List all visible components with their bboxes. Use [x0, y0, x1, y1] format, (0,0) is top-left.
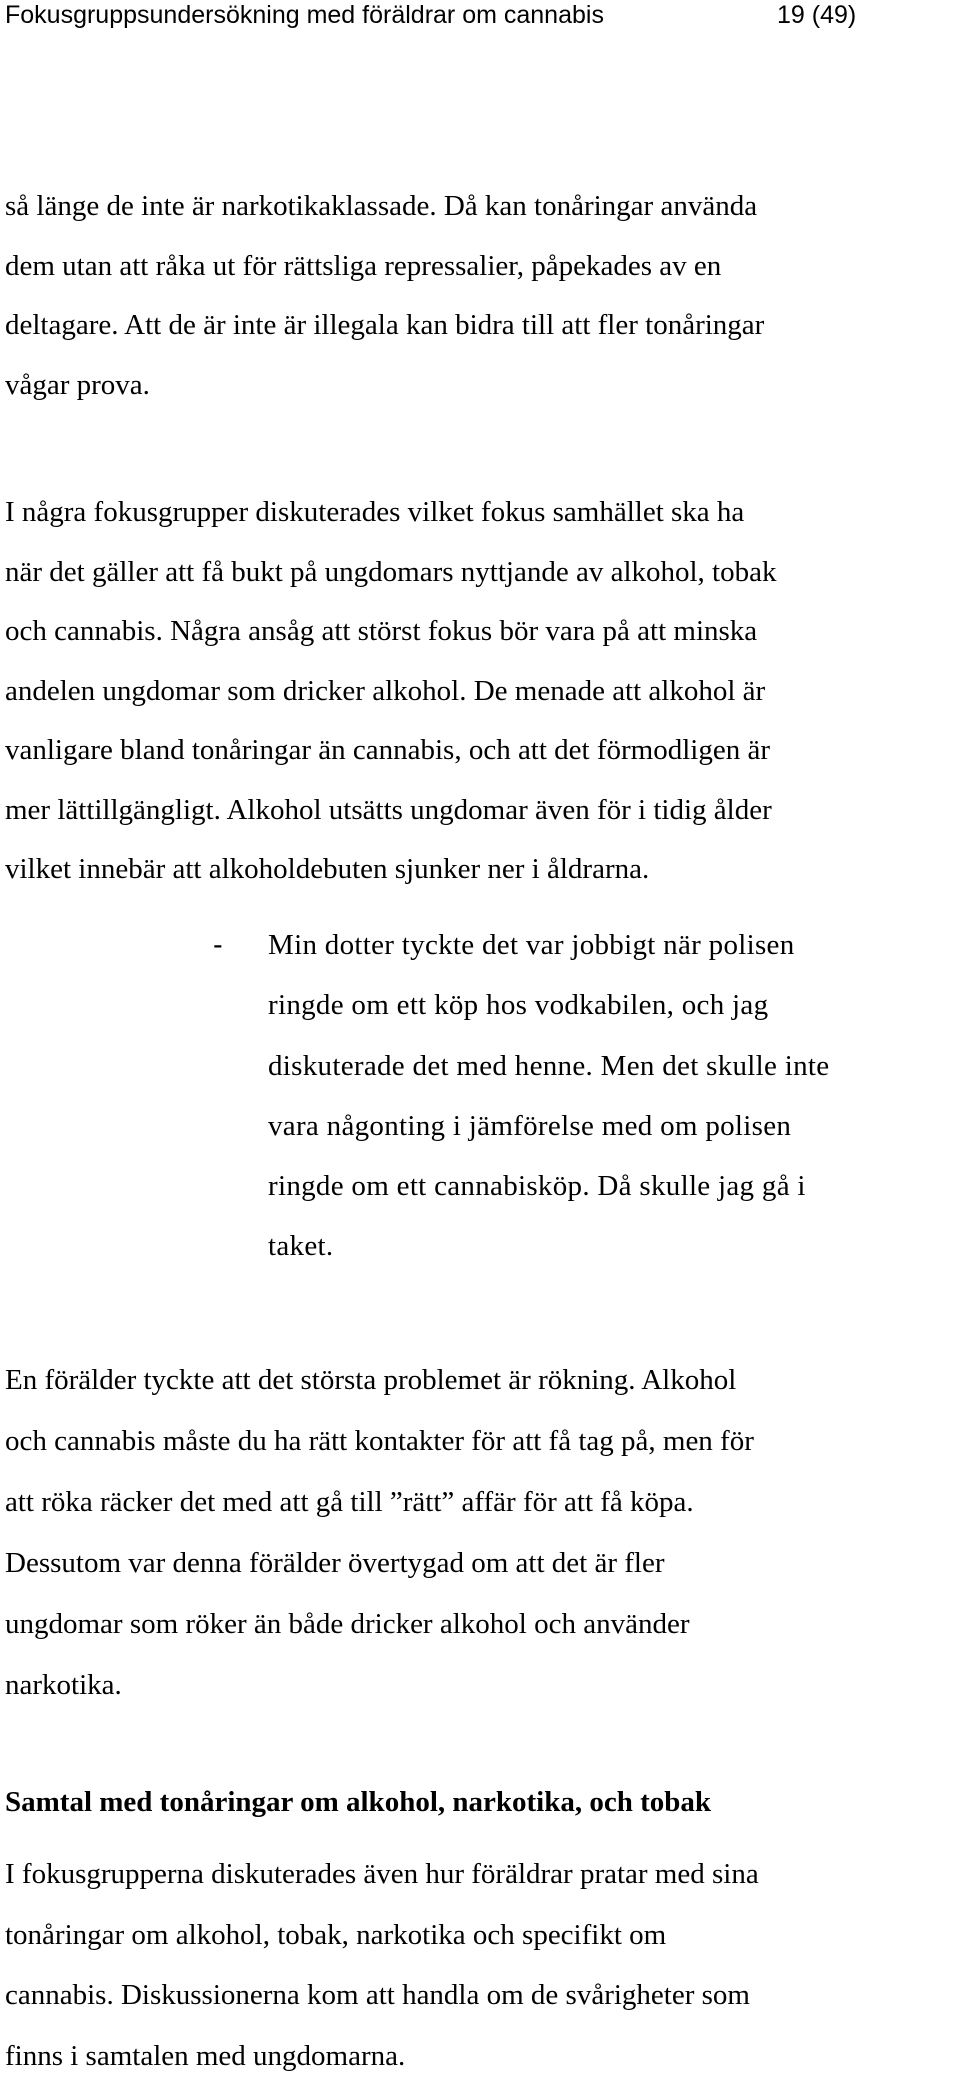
paragraph-line: vanligare bland tonåringar än cannabis, och att det förmodligen är: [5, 721, 955, 781]
document-title: Fokusgruppsundersökning med föräldrar om cannabis: [5, 0, 604, 30]
quote-line: vara någonting i jämförelse med om polisen: [268, 1096, 829, 1156]
paragraph-line: så länge de inte är narkotikaklassade. Då kan tonåringar använda: [5, 177, 955, 237]
paragraph-line: andelen ungdomar som dricker alkohol. De menade att alkohol är: [5, 662, 955, 722]
section-heading: Samtal med tonåringar om alkohol, narkotika, och tobak: [5, 1786, 711, 1819]
paragraph-line: Dessutom var denna förälder övertygad om att det är fler: [5, 1533, 955, 1594]
paragraph-1: [5, 177, 955, 416]
quote-dash: -: [213, 915, 223, 975]
paragraph-line: vilket innebär att alkoholdebuten sjunker ner i åldrarna.: [5, 840, 955, 900]
quote-line: ringde om ett cannabisköp. Då skulle jag gå i: [268, 1156, 829, 1216]
quote-text: [268, 915, 829, 1277]
paragraph-line: deltagare. Att de är inte är illegala kan bidra till att fler tonåringar: [5, 296, 955, 356]
paragraph-line: I några fokusgrupper diskuterades vilket fokus samhället ska ha: [5, 483, 955, 543]
paragraph-line: och cannabis. Några ansåg att störst fokus bör vara på att minska: [5, 602, 955, 662]
quote-line: Min dotter tyckte det var jobbigt när polisen: [268, 915, 829, 975]
paragraph-3: [5, 1350, 955, 1716]
paragraph-line: En förälder tyckte att det största problemet är rökning. Alkohol: [5, 1350, 955, 1411]
page-header: [0, 0, 960, 30]
paragraph-line: I fokusgrupperna diskuterades även hur föräldrar pratar med sina: [5, 1844, 955, 1905]
paragraph-line: ungdomar som röker än både dricker alkohol och använder: [5, 1594, 955, 1655]
paragraph-4: [5, 1844, 955, 2086]
paragraph-line: narkotika.: [5, 1655, 955, 1716]
paragraph-2: [5, 483, 955, 900]
quote-line: taket.: [268, 1216, 829, 1276]
page-number: 19 (49): [777, 0, 856, 30]
paragraph-line: cannabis. Diskussionerna kom att handla om de svårigheter som: [5, 1965, 955, 2026]
paragraph-line: när det gäller att få bukt på ungdomars nyttjande av alkohol, tobak: [5, 543, 955, 603]
paragraph-line: mer lättillgängligt. Alkohol utsätts ungdomar även för i tidig ålder: [5, 781, 955, 841]
quote-line: diskuterade det med henne. Men det skulle inte: [268, 1036, 829, 1096]
paragraph-line: och cannabis måste du ha rätt kontakter för att få tag på, men för: [5, 1411, 955, 1472]
paragraph-line: att röka räcker det med att gå till ”rätt” affär för att få köpa.: [5, 1472, 955, 1533]
paragraph-line: tonåringar om alkohol, tobak, narkotika och specifikt om: [5, 1905, 955, 1966]
quote-line: ringde om ett köp hos vodkabilen, och jag: [268, 975, 829, 1035]
paragraph-line: vågar prova.: [5, 356, 955, 416]
paragraph-line: finns i samtalen med ungdomarna.: [5, 2026, 955, 2086]
paragraph-line: dem utan att råka ut för rättsliga repressalier, påpekades av en: [5, 237, 955, 297]
